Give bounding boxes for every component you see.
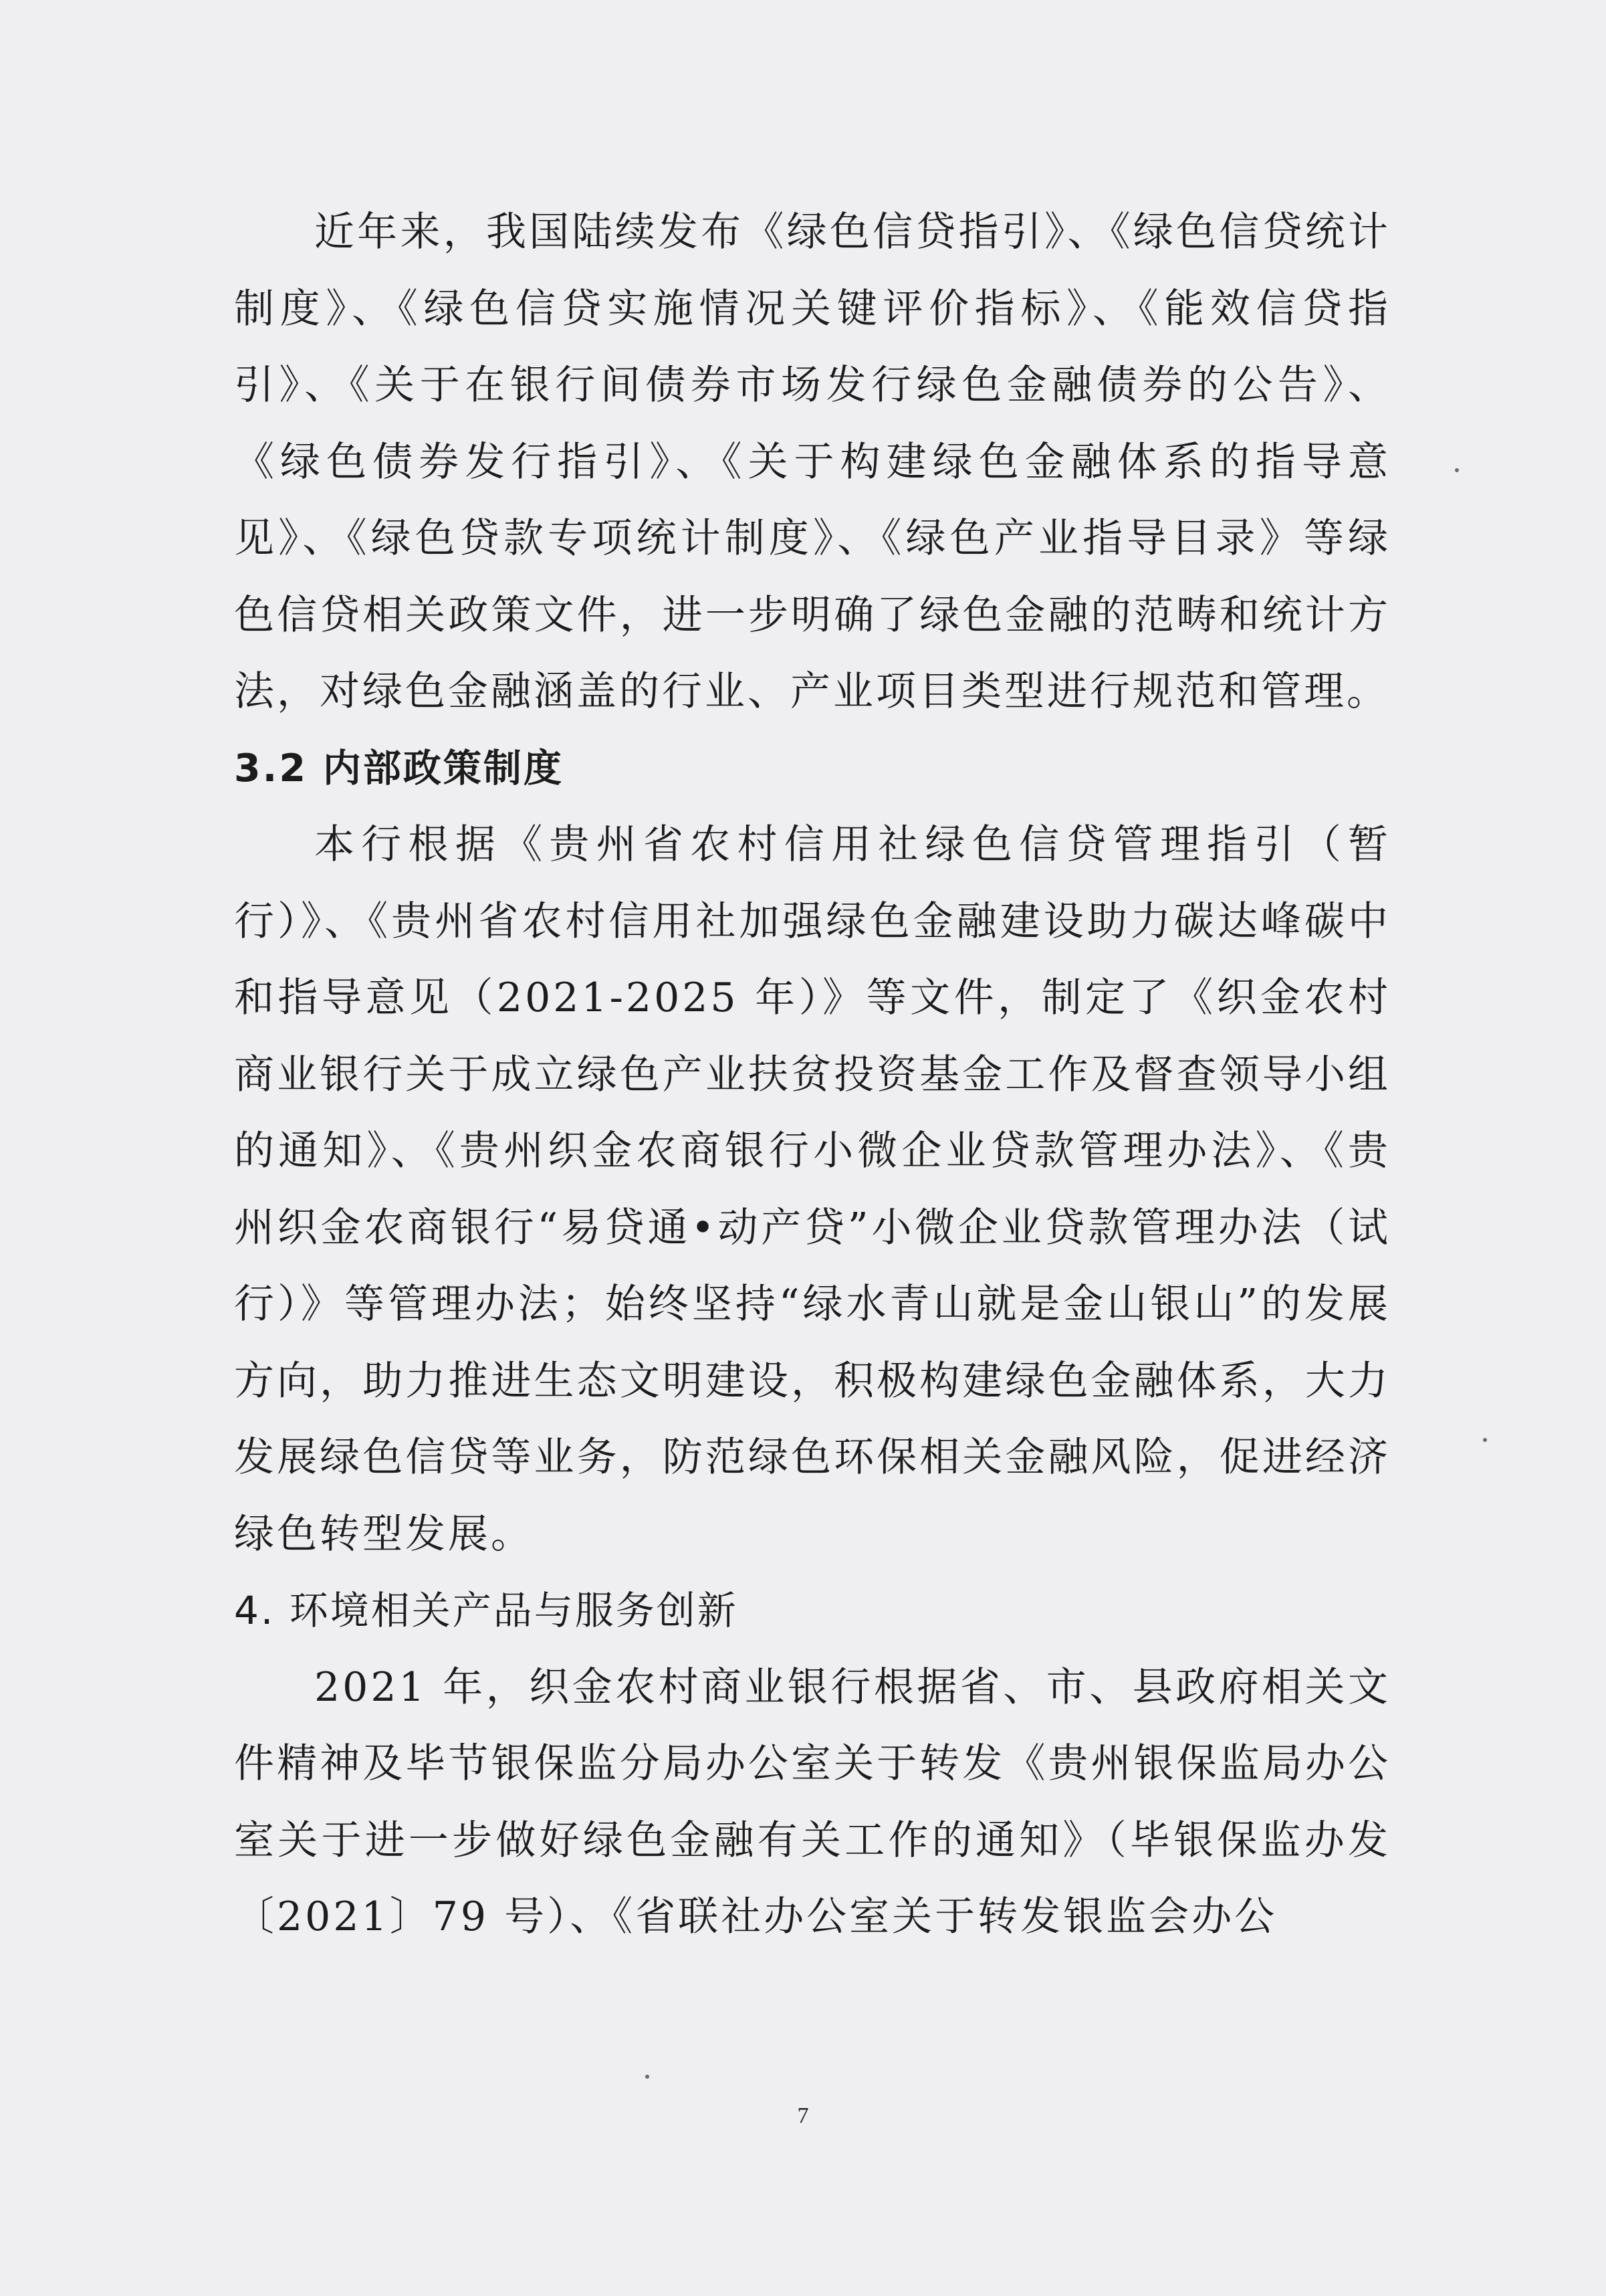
paragraph-policy-documents: 近年来，我国陆续发布《绿色信贷指引》、《绿色信贷统计制度》、《绿色信贷实施情况关键评价指标》、《能效信贷指引》、《关于在银行间债券市场发行绿色金融债券的公告》、《绿色债券发行指引》、《关于构建绿色金融体系的指导意见》、《绿色贷款专项统计制度》、《绿色产业指导目录》等绿色信贷相关政策文件，进一步明确了绿色金融的范畴和统计方法，对绿色金融涵盖的行业、产业项目类型进行规范和管理。: [234, 209, 1391, 715]
scan-speck: [1483, 1438, 1487, 1442]
section-heading-product-innovation: 4. 环境相关产品与服务创新: [234, 1588, 738, 1633]
scan-speck: [645, 2075, 649, 2079]
section-heading-internal-policy: 3.2 内部政策制度: [234, 746, 564, 791]
paragraph-product-innovation: 2021 年，织金农村商业银行根据省、市、县政府相关文件精神及毕节银保监分局办公室关于转发《贵州银保监局办公室关于进一步做好绿色金融有关工作的通知》（毕银保监办发〔2021〕79 号）、《省联社办公室关于转发银监会办公: [234, 1663, 1391, 1940]
paragraph-internal-policy: 本行根据《贵州省农村信用社绿色信贷管理指引（暂行）》、《贵州省农村信用社加强绿色金融建设助力碳达峰碳中和指导意见（2021-2025 年）》等文件，制定了《织金农村商业银行关于成立绿色产业扶贫投资基金工作及督查领导小组的通知》、《贵州织金农商银行小微企业贷款管理办法》、《贵州织金农商银行“易贷通•动产贷”小微企业贷款管理办法（试行）》等管理办法；始终坚持“绿水青山就是金山银山”的发展方向，助力推进生态文明建设，积极构建绿色金融体系，大力发展绿色信贷等业务，防范绿色环保相关金融风险，促进经济绿色转型发展。: [234, 821, 1391, 1558]
page-number: 7: [797, 2103, 809, 2128]
scan-speck: [1455, 468, 1459, 472]
page-body: [234, 194, 1391, 1956]
